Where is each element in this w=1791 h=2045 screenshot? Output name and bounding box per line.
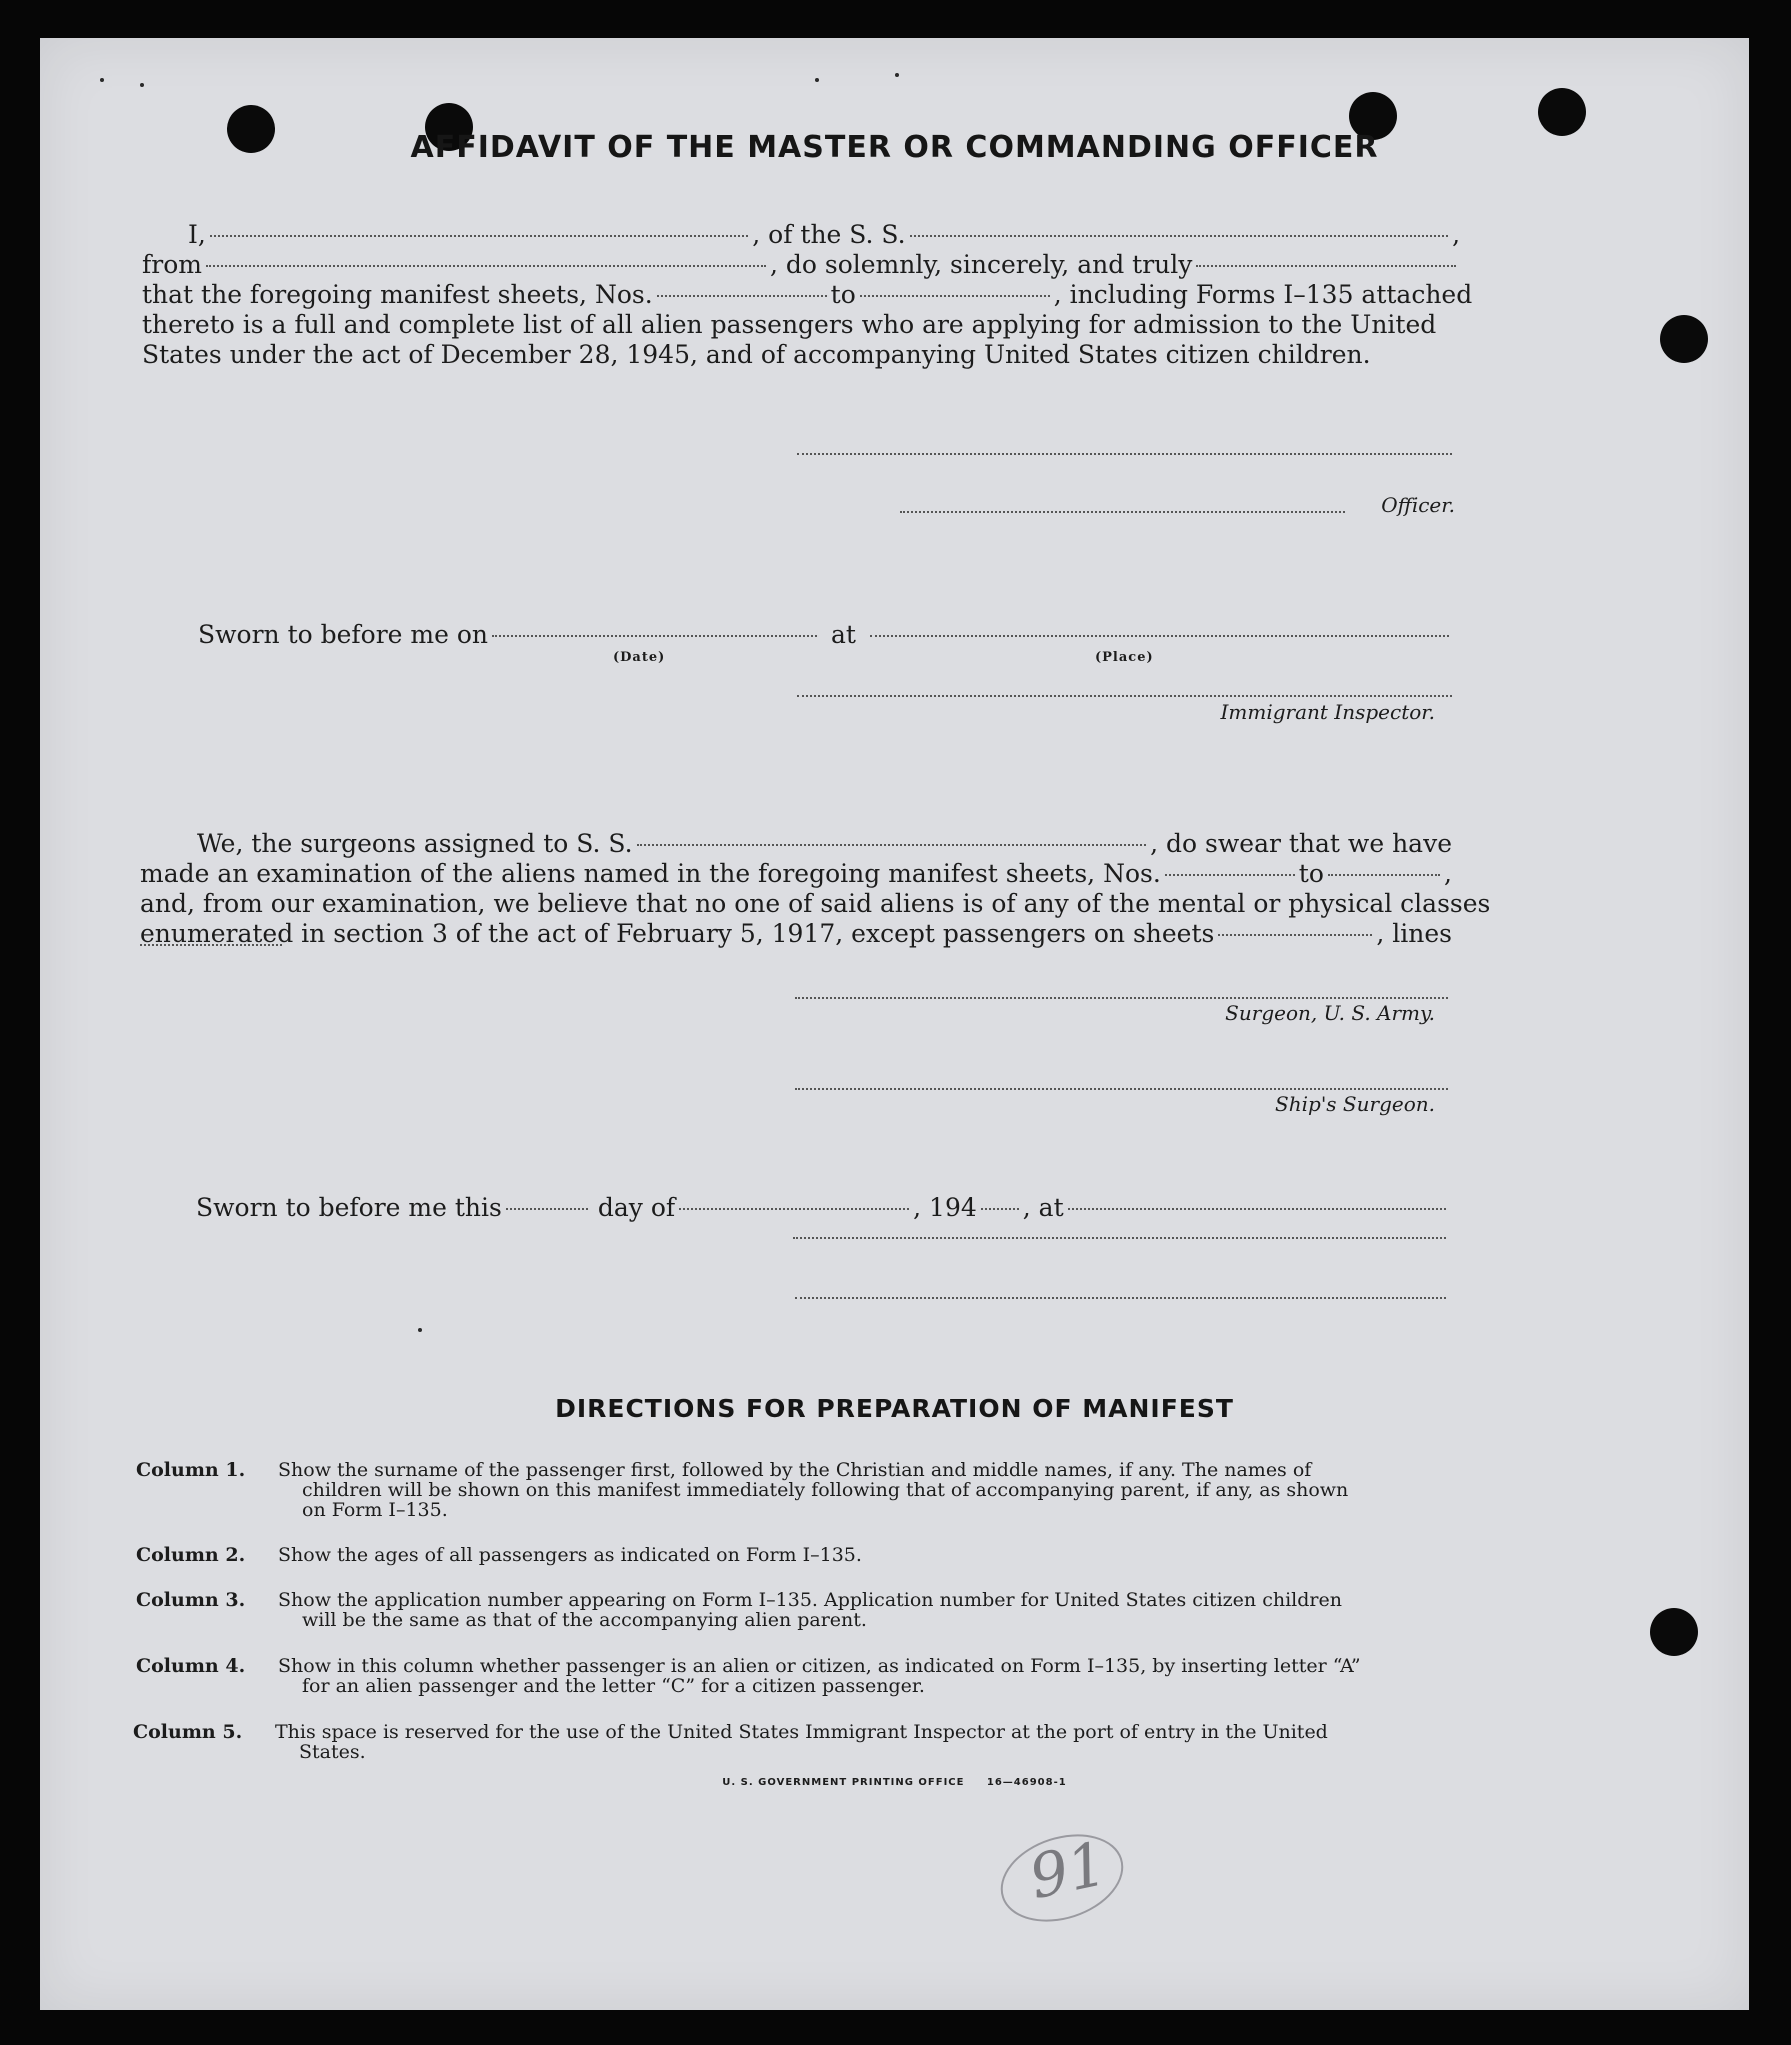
blank-field[interactable] xyxy=(1196,265,1456,267)
column-label: Column 1. xyxy=(136,1459,246,1481)
direction-text: Show the application number appearing on Form I–135. Application number for United States citizen children xyxy=(278,1589,1342,1611)
sworn-text: day of xyxy=(597,1193,676,1222)
direction-item xyxy=(136,1545,1456,1565)
inspector-caption: Immigrant Inspector. xyxy=(1220,700,1435,724)
year-field[interactable] xyxy=(981,1208,1019,1210)
dust-speck xyxy=(418,1328,422,1332)
column-label: Column 5. xyxy=(133,1721,243,1743)
ship-name-field[interactable] xyxy=(910,235,1448,237)
surgeons-text: , do swear that we have xyxy=(1150,829,1452,858)
dust-speck xyxy=(100,78,104,82)
column-label: Column 2. xyxy=(136,1544,246,1566)
surgeons-text: to xyxy=(1298,859,1324,888)
direction-text: children will be shown on this manifest immediately following that of accompanying parent, if any, as shown xyxy=(302,1479,1349,1501)
direction-item xyxy=(136,1460,1456,1520)
place-field[interactable] xyxy=(1068,1208,1446,1210)
affidavit-text: , including Forms I–135 attached xyxy=(1053,280,1473,309)
affidavit-text: that the foregoing manifest sheets, Nos. xyxy=(142,280,653,309)
ship-name-field[interactable] xyxy=(637,844,1147,846)
surgeons-paragraph xyxy=(140,829,1491,979)
surgeons-text: , xyxy=(1444,859,1452,888)
signature-line[interactable] xyxy=(795,996,1448,999)
document-page xyxy=(40,38,1749,2010)
affidavit-text: I, xyxy=(188,220,206,249)
column-label: Column 3. xyxy=(136,1589,246,1611)
direction-text: Show the ages of all passengers as indicated on Form I–135. xyxy=(278,1544,862,1566)
sheets-to-field[interactable] xyxy=(860,295,1050,297)
exception-lines-field[interactable] xyxy=(140,943,282,946)
direction-item xyxy=(136,1656,1456,1696)
sheets-to-field[interactable] xyxy=(1328,874,1440,876)
signature-line[interactable] xyxy=(797,694,1452,697)
affidavit-paragraph xyxy=(142,220,1473,370)
signature-line[interactable] xyxy=(900,510,1345,513)
date-caption: (Date) xyxy=(613,650,666,665)
sworn-text: Sworn to before me on xyxy=(198,620,489,649)
sworn-text: at xyxy=(831,620,856,649)
affidavit-text: , of the S. S. xyxy=(752,220,906,249)
army-surgeon-caption: Surgeon, U. S. Army. xyxy=(1225,1001,1435,1025)
punch-hole xyxy=(1650,1608,1698,1656)
ships-surgeon-caption: Ship's Surgeon. xyxy=(1275,1092,1435,1116)
surgeons-text: We, the surgeons assigned to S. S. xyxy=(197,829,633,858)
affidavit-text: States under the act of December 28, 1945, and of accompanying United States citizen children. xyxy=(142,340,1371,369)
page-title: AFFIDAVIT OF THE MASTER OR COMMANDING OFFICER xyxy=(410,130,1379,165)
sworn-text: Sworn to before me this xyxy=(196,1193,502,1222)
dust-speck xyxy=(140,83,144,87)
sworn-text: , 194 xyxy=(913,1193,977,1222)
port-field[interactable] xyxy=(206,265,766,267)
exception-sheets-field[interactable] xyxy=(1218,934,1372,936)
affidavit-text: , xyxy=(1452,220,1461,249)
dust-speck xyxy=(815,78,819,82)
sheets-from-field[interactable] xyxy=(657,295,827,297)
affidavit-text: thereto is a full and complete list of all alien passengers who are applying for admission to the United xyxy=(142,310,1437,339)
punch-hole xyxy=(1538,88,1586,136)
affidavit-text: , do solemnly, sincerely, and truly xyxy=(769,250,1193,279)
place-field[interactable] xyxy=(870,635,1449,637)
signature-line[interactable] xyxy=(795,1296,1446,1299)
direction-text: will be the same as that of the accompanying alien parent. xyxy=(302,1609,867,1631)
direction-text: States. xyxy=(299,1741,366,1763)
name-field[interactable] xyxy=(210,235,748,237)
direction-item xyxy=(136,1590,1456,1630)
surgeons-text: , lines xyxy=(1376,919,1452,948)
signature-line[interactable] xyxy=(795,1087,1448,1090)
direction-text: Show the surname of the passenger first, followed by the Christian and middle names, if any. The names of xyxy=(278,1459,1312,1481)
handwritten-number: 91 xyxy=(1023,1828,1113,1914)
directions-title: DIRECTIONS FOR PREPARATION OF MANIFEST xyxy=(555,1394,1234,1423)
column-label: Column 4. xyxy=(136,1655,246,1677)
direction-text: This space is reserved for the use of the United States Immigrant Inspector at the port of entry in the United xyxy=(275,1721,1328,1743)
affidavit-text: to xyxy=(830,280,856,309)
place-caption: (Place) xyxy=(1095,650,1154,665)
affidavit-text: from xyxy=(142,250,202,279)
sheets-from-field[interactable] xyxy=(1165,874,1295,876)
printing-office-footer: U. S. GOVERNMENT PRINTING OFFICE 16—46908-1 xyxy=(722,1777,1067,1788)
surgeons-text: and, from our examination, we believe that no one of said aliens is of any of the mental or physical classes xyxy=(140,889,1491,918)
date-field[interactable] xyxy=(492,635,817,637)
direction-item xyxy=(133,1722,1453,1762)
sworn-text: , at xyxy=(1022,1193,1064,1222)
surgeons-text: enumerated in section 3 of the act of February 5, 1917, except passengers on sheets xyxy=(140,919,1215,948)
direction-text: on Form I–135. xyxy=(302,1499,448,1521)
signature-line[interactable] xyxy=(793,1236,1446,1239)
sworn-line-1 xyxy=(198,620,1453,650)
signature-line[interactable] xyxy=(797,452,1452,455)
handwritten-page-number xyxy=(990,1828,1140,1928)
surgeons-text: made an examination of the aliens named in the foregoing manifest sheets, Nos. xyxy=(140,859,1161,888)
officer-caption: Officer. xyxy=(1381,493,1455,517)
dust-speck xyxy=(895,73,899,77)
direction-text: Show in this column whether passenger is an alien or citizen, as indicated on Form I–135, by inserting letter “A” xyxy=(278,1655,1361,1677)
day-field[interactable] xyxy=(506,1208,588,1210)
punch-hole xyxy=(1660,315,1708,363)
sworn-line-2 xyxy=(196,1193,1450,1223)
month-field[interactable] xyxy=(679,1208,909,1210)
direction-text: for an alien passenger and the letter “C” for a citizen passenger. xyxy=(302,1675,925,1697)
